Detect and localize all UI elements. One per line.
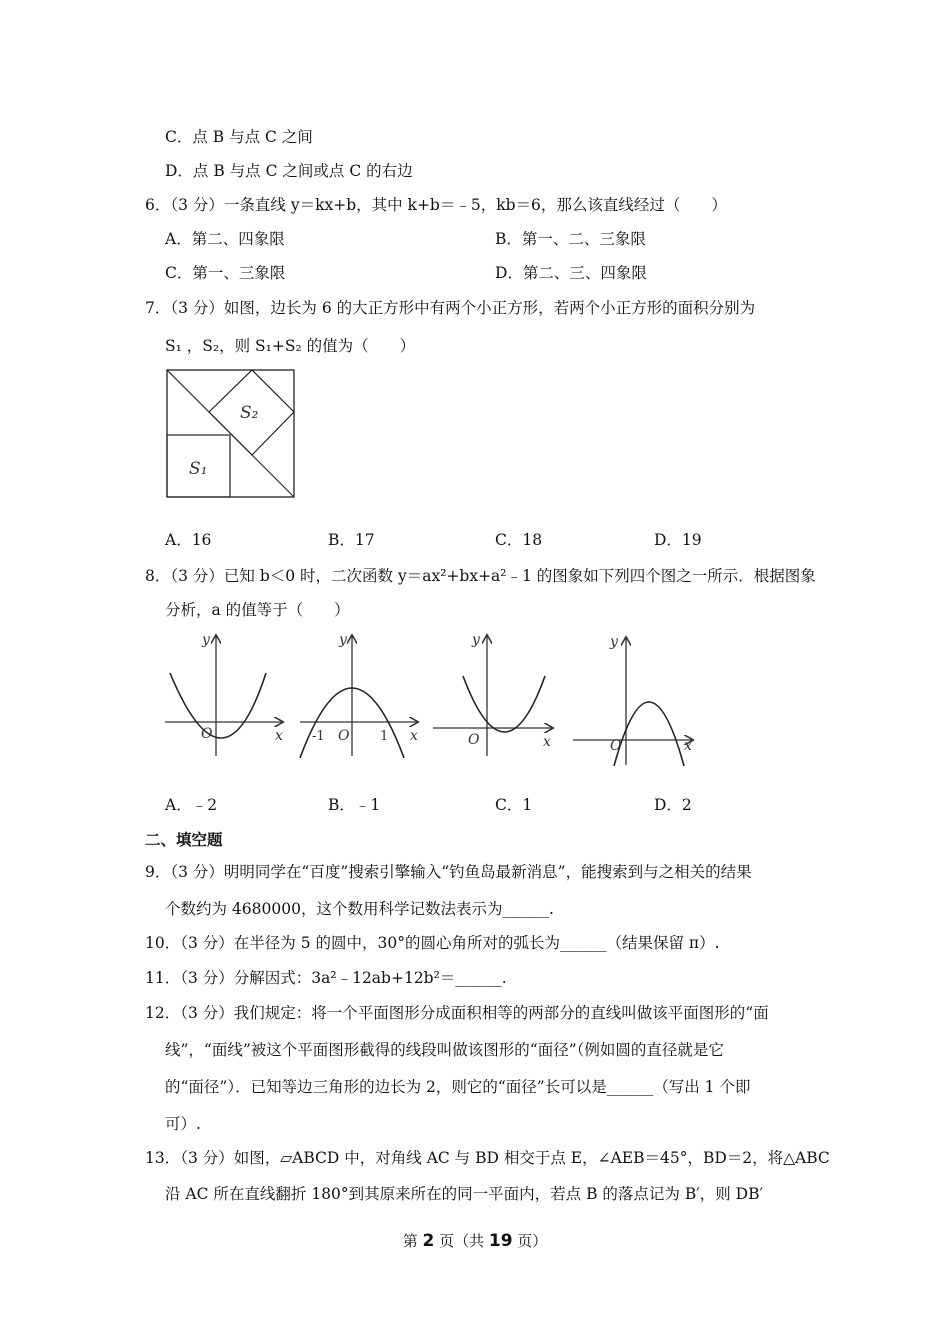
q8-graph-d (568, 628, 698, 766)
parabola-curve (170, 673, 266, 738)
footer-total-pages: 19 (488, 1231, 513, 1251)
q7-label-s2: S₂ (240, 403, 259, 423)
q9-line1: 9．（3 分）明明同学在“百度”搜索引擎输入“钓鱼岛最新消息”，能搜索到与之相关的结果 (145, 863, 752, 881)
q8-graph-c (430, 628, 560, 758)
q5-option-d: D．点 B 与点 C 之间或点 C 的右边 (165, 162, 413, 180)
footer-prefix: 第 (402, 1232, 423, 1250)
x-axis-label: x (410, 728, 418, 744)
q7-option-c: C．18 (495, 531, 543, 549)
q7-stem-line2: S₁ ，S₂，则 S₁+S₂ 的值为（ ） (165, 337, 416, 355)
y-axis-label: y (472, 632, 480, 648)
y-axis-label: y (610, 634, 618, 650)
q13-line2: 沿 AC 所在直线翻折 180°到其原来所在的同一平面内，若点 B 的落点记为 B′，则 DB′ (165, 1185, 764, 1203)
q7-label-s1: S₁ (189, 459, 208, 479)
q7-squares-figure (165, 368, 297, 500)
x-axis-label: x (684, 738, 692, 754)
section-title-fill-in: 二、填空题 (145, 831, 223, 849)
q7-option-a: A．16 (165, 531, 212, 549)
parabola-curve (614, 702, 684, 766)
y-axis-label: y (202, 632, 210, 648)
q8-option-b: B．﹣1 (328, 796, 381, 814)
origin-label: O (610, 738, 622, 754)
q6-option-b: B．第一、二、三象限 (495, 230, 646, 248)
origin-label: O (338, 728, 350, 744)
q7-stem-line1: 7．（3 分）如图，边长为 6 的大正方形中有两个小正方形，若两个小正方形的面积分别为 (145, 299, 756, 317)
tick-label-1: 1 (380, 729, 389, 744)
y-axis-label: y (339, 632, 347, 648)
q10-line1: 10．（3 分）在半径为 5 的圆中，30°的圆心角所对的弧长为______（结果保留 π）. (145, 934, 720, 952)
origin-label: O (201, 726, 213, 742)
q8-stem-line2: 分析，a 的值等于（ ） (165, 601, 350, 619)
q8-option-d: D．2 (654, 796, 692, 814)
q8-option-a: A．﹣2 (165, 796, 218, 814)
q6-option-d: D．第二、三、四象限 (495, 264, 647, 282)
q6-stem: 6．（3 分）一条直线 y＝kx+b，其中 k+b＝﹣5，kb＝6，那么该直线经过（ ） (145, 196, 727, 214)
q7-option-d: D．19 (654, 531, 702, 549)
q8-graph-b (297, 628, 427, 758)
x-axis-label: x (543, 734, 551, 750)
q7-option-b: B．17 (328, 531, 375, 549)
origin-label: O (468, 732, 480, 748)
q5-option-c: C．点 B 与点 C 之间 (165, 128, 313, 146)
q12-line2: 线”，“面线”被这个平面图形截得的线段叫做该图形的“面径”（例如圆的直径就是它 (165, 1041, 724, 1059)
q11-line1: 11．（3 分）分解因式：3a²﹣12ab+12b²＝______. (145, 969, 507, 987)
q6-option-a: A．第二、四象限 (165, 230, 285, 248)
x-axis-label: x (275, 728, 283, 744)
q9-line2: 个数约为 4680000，这个数用科学记数法表示为______. (165, 900, 554, 918)
tick-label-neg1: -1 (312, 729, 325, 744)
q6-option-c: C．第一、三象限 (165, 264, 286, 282)
q13-line1: 13．（3 分）如图，▱ABCD 中，对角线 AC 与 BD 相交于点 E，∠AEB＝45°，BD＝2，将△ABC (145, 1149, 830, 1167)
q12-line1: 12．（3 分）我们规定：将一个平面图形分成面积相等的两部分的直线叫做该平面图形的“面 (145, 1004, 769, 1022)
q8-option-c: C．1 (495, 796, 533, 814)
q12-line3: 的“面径”）．已知等边三角形的边长为 2，则它的“面径”长可以是______（写出 1 个即 (165, 1078, 751, 1096)
q8-stem-line1: 8．（3 分）已知 b＜0 时，二次函数 y＝ax²+bx+a²﹣1 的图象如下列四个图之一所示．根据图象 (145, 567, 816, 585)
parabola-curve (463, 676, 545, 732)
footer-suffix: 页） (512, 1232, 548, 1250)
footer-page-number: 2 (422, 1231, 435, 1251)
q8-graph-a (160, 628, 290, 758)
q12-line4: 可）. (165, 1115, 201, 1133)
page-footer (0, 1230, 950, 1251)
footer-middle: 页（共 (434, 1232, 489, 1250)
